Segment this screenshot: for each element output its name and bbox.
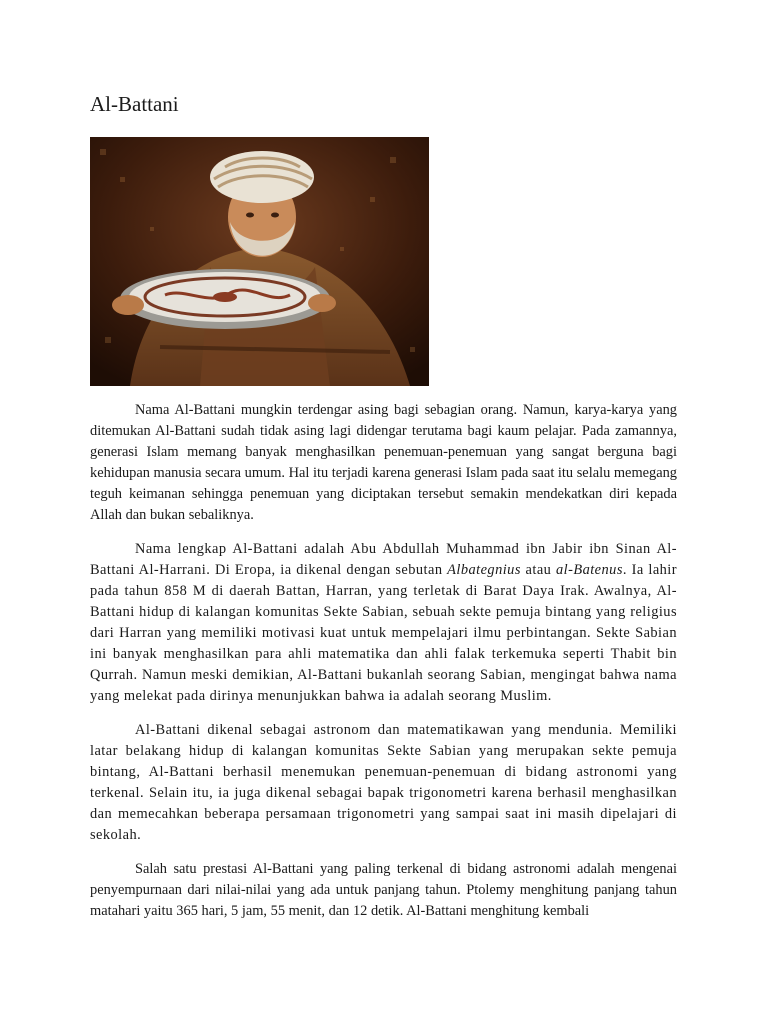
paragraph-2-text-c: . Ia lahir pada tahun 858 M di daerah Battan, Harran, yang terletak di Barat Daya Irak. Awalnya, Al-Battani hidup di kalangan komunitas Sekte Sabian, sebuah sekte pemuja bintang yang religius dari Harran yang memiliki motivasi kuat untuk mempelajari ilmu perbintangan. Sekte Sabian ini banyak menghasilkan para ahli matematika dan ahli falak terkemuka seperti Thabit bin Qurrah. Namun meski demikian, Al-Battani bukanlah seorang Sabian, mengingat bahwa nama yang melekat pada dirinya menunjukkan bahwa ia adalah seorang Muslim.	[90, 562, 677, 704]
term-albategnius: Albategnius	[447, 562, 521, 578]
paragraph-4: Salah satu prestasi Al-Battani yang paling terkenal di bidang astronomi adalah mengenai penyempurnaan dari nilai-nilai yang ada untuk panjang tahun. Ptolemy menghitung panjang tahun matahari yaitu 365 hari, 5 jam, 55 menit, dan 12 detik. Al-Battani menghitung kembali	[90, 861, 677, 919]
paragraph-2-text-a: Nama lengkap Al-Battani adalah Abu Abdullah Muhammad ibn Jabir ibn Sinan Al-Battani Al-Harrani. Di Eropa, ia dikenal dengan sebutan	[90, 541, 677, 578]
paragraph-2	[90, 539, 677, 707]
paragraph-3: Al-Battani dikenal sebagai astronom dan matematikawan yang mendunia. Memiliki latar belakang hidup di kalangan komunitas Sekte Sabian yang merupakan sekte pemuja bintang, Al-Battani berhasil menemukan penemuan-penemuan di bidang astronomi yang terkenal. Selain itu, ia juga dikenal sebagai bapak trigonometri karena berhasil menghasilkan dan memecahkan beberapa persamaan trigonometri yang sampai saat ini masih dipelajari di sekolah.	[90, 722, 677, 843]
article-body	[90, 400, 677, 935]
paragraph-2-text-b: atau	[520, 562, 557, 578]
paragraph-1: Nama Al-Battani mungkin terdengar asing bagi sebagian orang. Namun, karya-karya yang ditemukan Al-Battani sudah tidak asing lagi didengar terutama bagi kaum pelajar. Pada zamannya, generasi Islam memang banyak menghasilkan penemuan-penemuan yang sangat berguna bagi kehidupan manusia secara umum. Hal itu terjadi karena generasi Islam pada saat itu selalu memegang teguh keimanan sehingga penemuan yang diciptakan tersebut semakin mendekatkan diri kepada Allah dan bukan sebaliknya.	[90, 402, 678, 523]
page-title: Al-Battani	[90, 92, 179, 116]
al-battani-portrait	[90, 137, 429, 386]
term-al-batenus: al-Batenus	[556, 562, 623, 578]
